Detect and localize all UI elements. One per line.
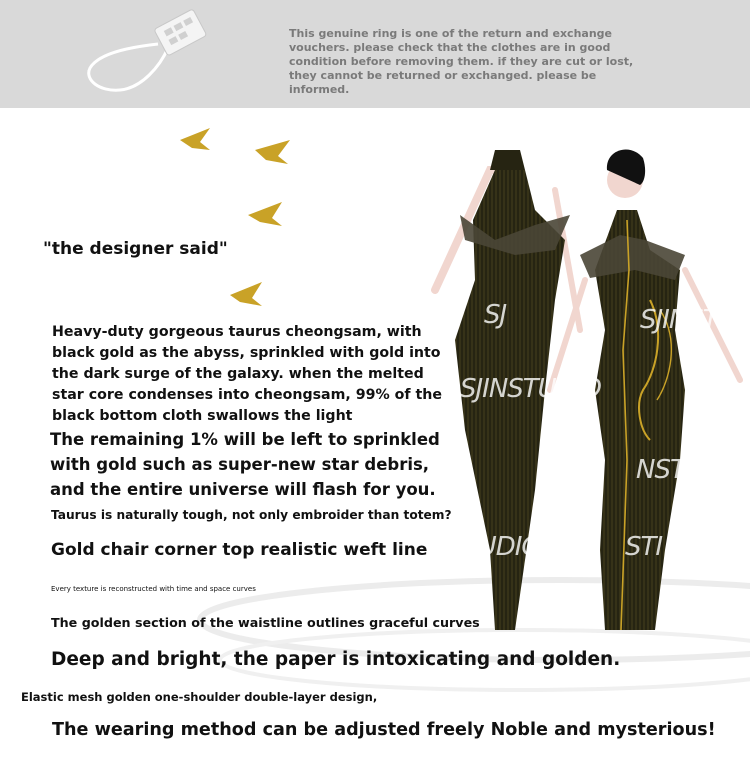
feature-line-elastic-mesh: Elastic mesh golden one-shoulder double-layer design, — [21, 690, 378, 704]
swallow-icon — [248, 202, 282, 226]
designer-heading: "the designer said" — [43, 239, 228, 259]
feature-line-gold-chair: Gold chair corner top realistic weft line — [51, 540, 428, 560]
intro-paragraph: Heavy-duty gorgeous taurus cheongsam, with black gold as the abyss, sprinkled with gold into the dark surge of the galaxy. when the melted star core condenses into cheongsam, 99% of the black bottom cloth swallows the light — [52, 324, 442, 424]
watermark-text: SJ — [484, 300, 507, 330]
swallow-icon — [255, 140, 290, 164]
return-notice-banner — [0, 0, 750, 108]
watermark-text: SJINSTUDIO — [460, 374, 601, 404]
swallow-icon — [230, 282, 262, 306]
watermark-text: SJINSTUDIO — [400, 532, 541, 562]
return-notice-text: This genuine ring is one of the return and exchange vouchers. please check that the clothes are in good condition before removing them. if they are cut or lost, they cannot be returned or exchanged. please be informed. — [289, 27, 634, 96]
watermark-text: NSTUDIO — [636, 455, 749, 485]
feature-line-texture: Every texture is reconstructed with time and space curves — [51, 585, 256, 593]
golden-swallows-decoration — [170, 120, 300, 320]
feature-line-golden-section: The golden section of the waistline outlines graceful curves — [51, 615, 480, 630]
swallow-icon — [180, 128, 210, 150]
feature-line-taurus: Taurus is naturally tough, not only embroider than totem? — [51, 508, 452, 522]
security-tag-icon — [80, 6, 220, 101]
watermark-text: STI — [625, 532, 663, 562]
feature-line-deep-bright: Deep and bright, the paper is intoxicating and golden. — [51, 649, 621, 670]
watermark-text: SJINST — [640, 305, 718, 335]
highlight-paragraph: The remaining 1% will be left to sprinkled with gold such as super-new star debris, and the entire universe will flash for you. — [50, 430, 440, 499]
feature-line-wearing-method: The wearing method can be adjusted freely Noble and mysterious! — [52, 720, 716, 740]
